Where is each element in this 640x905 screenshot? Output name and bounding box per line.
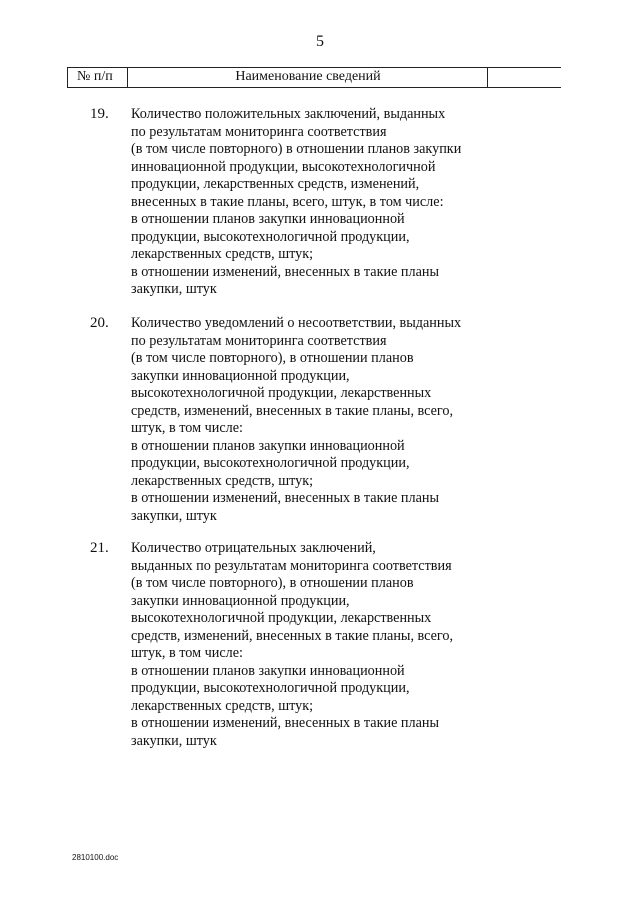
entry-line: закупки инновационной продукции, bbox=[131, 592, 350, 609]
entry-line: продукции, лекарственных средств, изменений, bbox=[131, 176, 420, 192]
entry-line: лекарственных средств, штук; bbox=[131, 472, 314, 489]
page-number: 5 bbox=[316, 33, 324, 50]
entry-text bbox=[131, 106, 531, 299]
entry-line: Количество уведомлений о несоответствии, выданных bbox=[131, 315, 462, 331]
entry-line: штук, в том числе: bbox=[131, 645, 243, 661]
footer-file-name: 2810100.doc bbox=[72, 853, 119, 862]
entry-line: средств, изменений, внесенных в такие планы, всего, bbox=[131, 627, 454, 644]
header-number-label: № п/п bbox=[77, 69, 113, 84]
entry-line: (в том числе повторного), в отношении планов bbox=[131, 350, 414, 366]
entry-line: в отношении изменений, внесенных в такие планы bbox=[131, 490, 440, 506]
entry-number: 19. bbox=[90, 106, 109, 122]
entry-line: закупки, штук bbox=[131, 281, 217, 297]
entry-line: лекарственных средств, штук; bbox=[131, 246, 314, 262]
entry-line: в отношении планов закупки инновационной bbox=[131, 211, 405, 227]
entry-line: Количество отрицательных заключений, bbox=[131, 540, 376, 556]
header-divider bbox=[127, 67, 128, 88]
entry-line: закупки, штук bbox=[131, 507, 217, 524]
entry-line: внесенных в такие планы, всего, штук, в том числе: bbox=[131, 193, 444, 210]
entry-line: (в том числе повторного) в отношении планов закупки bbox=[131, 141, 462, 157]
entry-number: 21. bbox=[90, 540, 109, 556]
entry-line: по результатам мониторинга соответствия bbox=[131, 332, 387, 349]
entry-line: в отношении планов закупки инновационной bbox=[131, 437, 405, 454]
header-rule-bottom bbox=[67, 87, 561, 88]
entry-line: инновационной продукции, высокотехнологичной bbox=[131, 158, 436, 175]
entry-line: лекарственных средств, штук; bbox=[131, 697, 314, 714]
entry-line: в отношении изменений, внесенных в такие планы bbox=[131, 263, 440, 280]
entry-line: в отношении изменений, внесенных в такие планы bbox=[131, 715, 440, 731]
entry-line: высокотехнологичной продукции, лекарственных bbox=[131, 610, 432, 626]
entry-line: продукции, высокотехнологичной продукции, bbox=[131, 680, 410, 696]
entry-number: 20. bbox=[90, 315, 109, 331]
entry-line: по результатам мониторинга соответствия bbox=[131, 123, 387, 140]
entry-line: в отношении планов закупки инновационной bbox=[131, 662, 405, 679]
entry-line: штук, в том числе: bbox=[131, 420, 243, 436]
header-name-label: Наименование сведений bbox=[235, 69, 381, 84]
entry-line: закупки инновационной продукции, bbox=[131, 367, 350, 384]
entry-line: Количество положительных заключений, выданных bbox=[131, 106, 446, 122]
entry-line: выданных по результатам мониторинга соответствия bbox=[131, 557, 452, 574]
entry-line: (в том числе повторного), в отношении планов bbox=[131, 575, 414, 591]
entry-line: продукции, высокотехнологичной продукции, bbox=[131, 228, 410, 245]
entry-text bbox=[131, 540, 531, 750]
entry-line: закупки, штук bbox=[131, 732, 217, 749]
table-header bbox=[67, 67, 561, 88]
entry-line: продукции, высокотехнологичной продукции, bbox=[131, 455, 410, 471]
entry-line: высокотехнологичной продукции, лекарственных bbox=[131, 385, 432, 401]
header-divider bbox=[67, 67, 68, 88]
entry-text bbox=[131, 315, 531, 525]
entry-line: средств, изменений, внесенных в такие планы, всего, bbox=[131, 402, 454, 419]
header-divider bbox=[487, 67, 488, 88]
